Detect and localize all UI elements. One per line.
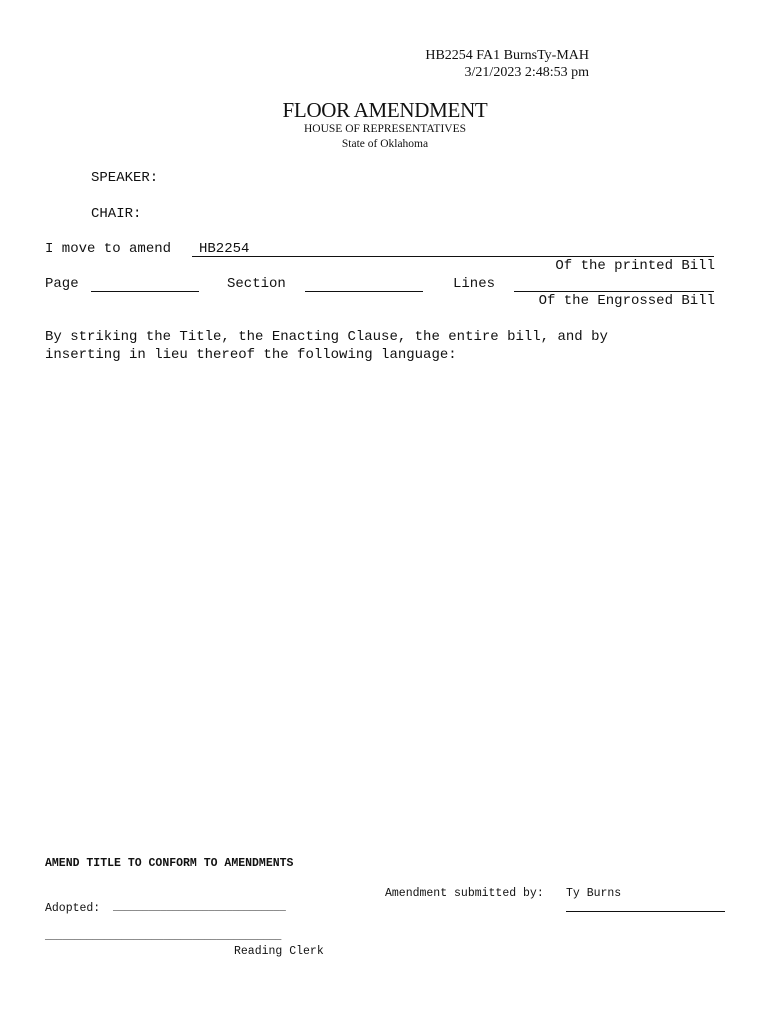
lines-label: Lines	[453, 276, 496, 292]
section-number-blank	[305, 291, 423, 292]
bill-number-underline	[192, 256, 714, 257]
amendment-body-line: inserting in lieu thereof the following language:	[45, 347, 457, 363]
bill-number-field: HB2254	[199, 241, 250, 257]
adopted-blank: _____________________________	[113, 903, 286, 914]
adopted-label: Adopted:	[45, 902, 101, 915]
submitted-by-label: Amendment submitted by:	[385, 887, 544, 900]
document-header	[425, 47, 589, 81]
page-title: FLOOR AMENDMENT	[282, 98, 488, 122]
page-label: Page	[45, 276, 79, 292]
chamber-subtitle: HOUSE OF REPRESENTATIVES	[303, 123, 466, 135]
document-id: HB2254 FA1 BurnsTy-MAH	[425, 48, 589, 63]
reading-clerk-label: Reading Clerk	[234, 945, 324, 958]
submitted-by-signature-line	[566, 911, 725, 912]
amend-title-instruction: AMEND TITLE TO CONFORM TO AMENDMENTS	[45, 857, 294, 870]
amendment-body	[45, 328, 608, 364]
printed-bill-label: Of the printed Bill	[555, 258, 715, 274]
reading-clerk-signature-line: ________________________________________	[45, 932, 282, 943]
amendment-body-line: By striking the Title, the Enacting Clause, the entire bill, and by	[45, 329, 608, 345]
submitted-by-name: Ty Burns	[566, 887, 622, 900]
engrossed-bill-label: Of the Engrossed Bill	[538, 293, 715, 309]
chair-label: CHAIR:	[91, 206, 142, 222]
state-subtitle: State of Oklahoma	[341, 138, 429, 150]
lines-number-blank	[514, 291, 714, 292]
section-label: Section	[227, 276, 286, 292]
move-to-amend-label: I move to amend	[45, 241, 172, 257]
document-timestamp: 3/21/2023 2:48:53 pm	[464, 65, 589, 80]
page-number-blank	[91, 291, 199, 292]
speaker-label: SPEAKER:	[91, 170, 159, 186]
